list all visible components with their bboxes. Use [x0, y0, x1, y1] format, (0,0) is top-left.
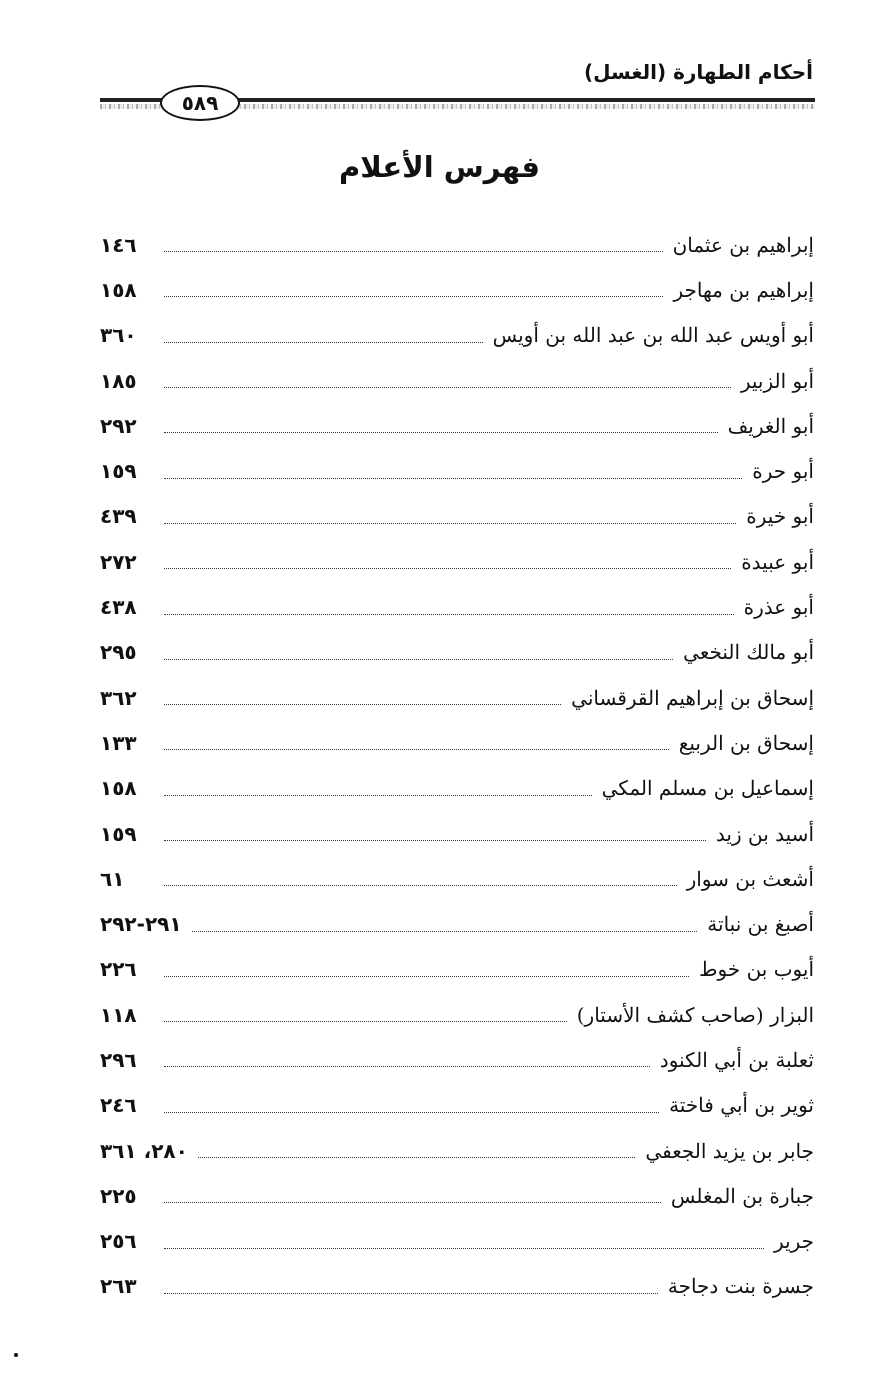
index-entry [100, 675, 814, 720]
entry-name: أيوب بن خوط [699, 957, 814, 982]
entry-name: أبو حرة [752, 459, 814, 484]
leader-dots [164, 659, 673, 660]
entry-pages: ٢٧٢ [100, 549, 137, 574]
index-entry [100, 1173, 814, 1218]
entry-pages: ٢٥٦ [100, 1229, 137, 1254]
index-entry [100, 766, 814, 811]
index-entries [100, 222, 814, 1309]
entry-name: جسرة بنت دجاجة [667, 1274, 814, 1299]
index-entry [100, 1083, 814, 1128]
index-entry [100, 947, 814, 992]
leader-dots [164, 1021, 567, 1022]
leader-dots [164, 342, 483, 343]
index-entry [100, 539, 814, 584]
entry-name: أبو مالك النخعي [683, 640, 814, 665]
entry-pages: ٣٦٢ [100, 685, 137, 710]
index-entry [100, 267, 814, 312]
entry-pages: ٦١ [100, 866, 125, 891]
entry-name: أبو الغريف [727, 413, 814, 438]
index-entry [100, 403, 814, 448]
entry-pages: ١٥٩ [100, 821, 137, 846]
index-entry [100, 1128, 814, 1173]
index-entry [100, 811, 814, 856]
leader-dots [164, 568, 731, 569]
entry-pages: ٤٣٩ [100, 504, 137, 529]
leader-dots [164, 478, 742, 479]
stray-ink-dot [14, 1353, 18, 1357]
index-entry [100, 222, 814, 267]
entry-name: إسحاق بن الربيع [678, 730, 814, 755]
leader-dots [164, 614, 734, 615]
index-entry [100, 494, 814, 539]
leader-dots [164, 840, 706, 841]
entry-name: أصبغ بن نباتة [707, 912, 814, 937]
entry-name: إسحاق بن إبراهيم القرقساني [571, 685, 814, 710]
entry-pages: ١٥٨ [100, 776, 137, 801]
entry-pages: ٢٩٥ [100, 640, 137, 665]
entry-name: أشعث بن سوار [686, 866, 814, 891]
leader-dots [164, 1202, 661, 1203]
entry-name: جبارة بن المغلس [670, 1183, 814, 1208]
index-entry [100, 1264, 814, 1309]
entry-pages: ٢٢٥ [100, 1183, 137, 1208]
entry-name: ثعلبة بن أبي الكنود [659, 1047, 814, 1072]
index-entry [100, 1219, 814, 1264]
entry-pages: ٢٤٦ [100, 1093, 137, 1118]
leader-dots [164, 976, 689, 977]
page-number-text: ٥٨٩ [181, 91, 219, 115]
leader-dots [164, 1112, 659, 1113]
entry-name: إبراهيم بن عثمان [672, 232, 814, 257]
entry-pages: ٢٦٣ [100, 1274, 137, 1299]
entry-pages: ٢٩٦ [100, 1047, 137, 1072]
entry-name: أبو عذرة [743, 595, 814, 620]
entry-pages: ١٥٨ [100, 277, 137, 302]
entry-name: أبو أويس عبد الله بن عبد الله بن أويس [492, 323, 814, 348]
entry-pages: ١٨٥ [100, 368, 137, 393]
leader-dots [164, 523, 736, 524]
entry-pages: ١٣٣ [100, 730, 137, 755]
entry-pages: ٤٣٨ [100, 595, 137, 620]
entry-pages: ٢٢٦ [100, 957, 137, 982]
leader-dots [164, 749, 669, 750]
entry-pages: ١٥٩ [100, 459, 137, 484]
leader-dots [164, 885, 677, 886]
index-entry [100, 992, 814, 1037]
entry-pages: ٢٩١-٢٩٢ [100, 912, 182, 937]
entry-name: البزار (صاحب كشف الأستار) [576, 1002, 814, 1027]
leader-dots [164, 1248, 764, 1249]
index-entry [100, 358, 814, 403]
entry-name: أسيد بن زيد [715, 821, 814, 846]
leader-dots [164, 704, 561, 705]
index-entry [100, 630, 814, 675]
index-entry [100, 856, 814, 901]
entry-pages: ٣٦٠ [100, 323, 137, 348]
leader-dots [192, 931, 698, 932]
entry-name: أبو خيرة [746, 504, 814, 529]
entry-name: أبو الزبير [740, 368, 814, 393]
entry-pages: ١١٨ [100, 1002, 137, 1027]
leader-dots [164, 296, 663, 297]
index-title: فهرس الأعلام [339, 150, 540, 184]
entry-name: جرير [774, 1229, 814, 1254]
leader-dots [198, 1157, 636, 1158]
index-entry [100, 448, 814, 493]
leader-dots [164, 1066, 650, 1067]
entry-name: إسماعيل بن مسلم المكي [601, 776, 814, 801]
index-entry [100, 720, 814, 765]
entry-name: أبو عبيدة [741, 549, 814, 574]
entry-name: ثوير بن أبي فاختة [669, 1093, 814, 1118]
entry-pages: ٢٩٢ [100, 413, 137, 438]
running-title: أحكام الطهارة (الغسل) [583, 60, 813, 84]
index-entry [100, 584, 814, 629]
leader-dots [164, 795, 592, 796]
leader-dots [164, 251, 663, 252]
entry-name: إبراهيم بن مهاجر [673, 277, 814, 302]
page-number [160, 85, 240, 121]
entry-name: جابر بن يزيد الجعفي [645, 1138, 814, 1163]
leader-dots [164, 432, 718, 433]
leader-dots [164, 1293, 658, 1294]
leader-dots [164, 387, 731, 388]
index-entry [100, 1037, 814, 1082]
entry-pages: ٢٨٠، ٣٦١ [100, 1138, 188, 1163]
entry-pages: ١٤٦ [100, 232, 137, 257]
index-entry [100, 313, 814, 358]
index-entry [100, 901, 814, 946]
